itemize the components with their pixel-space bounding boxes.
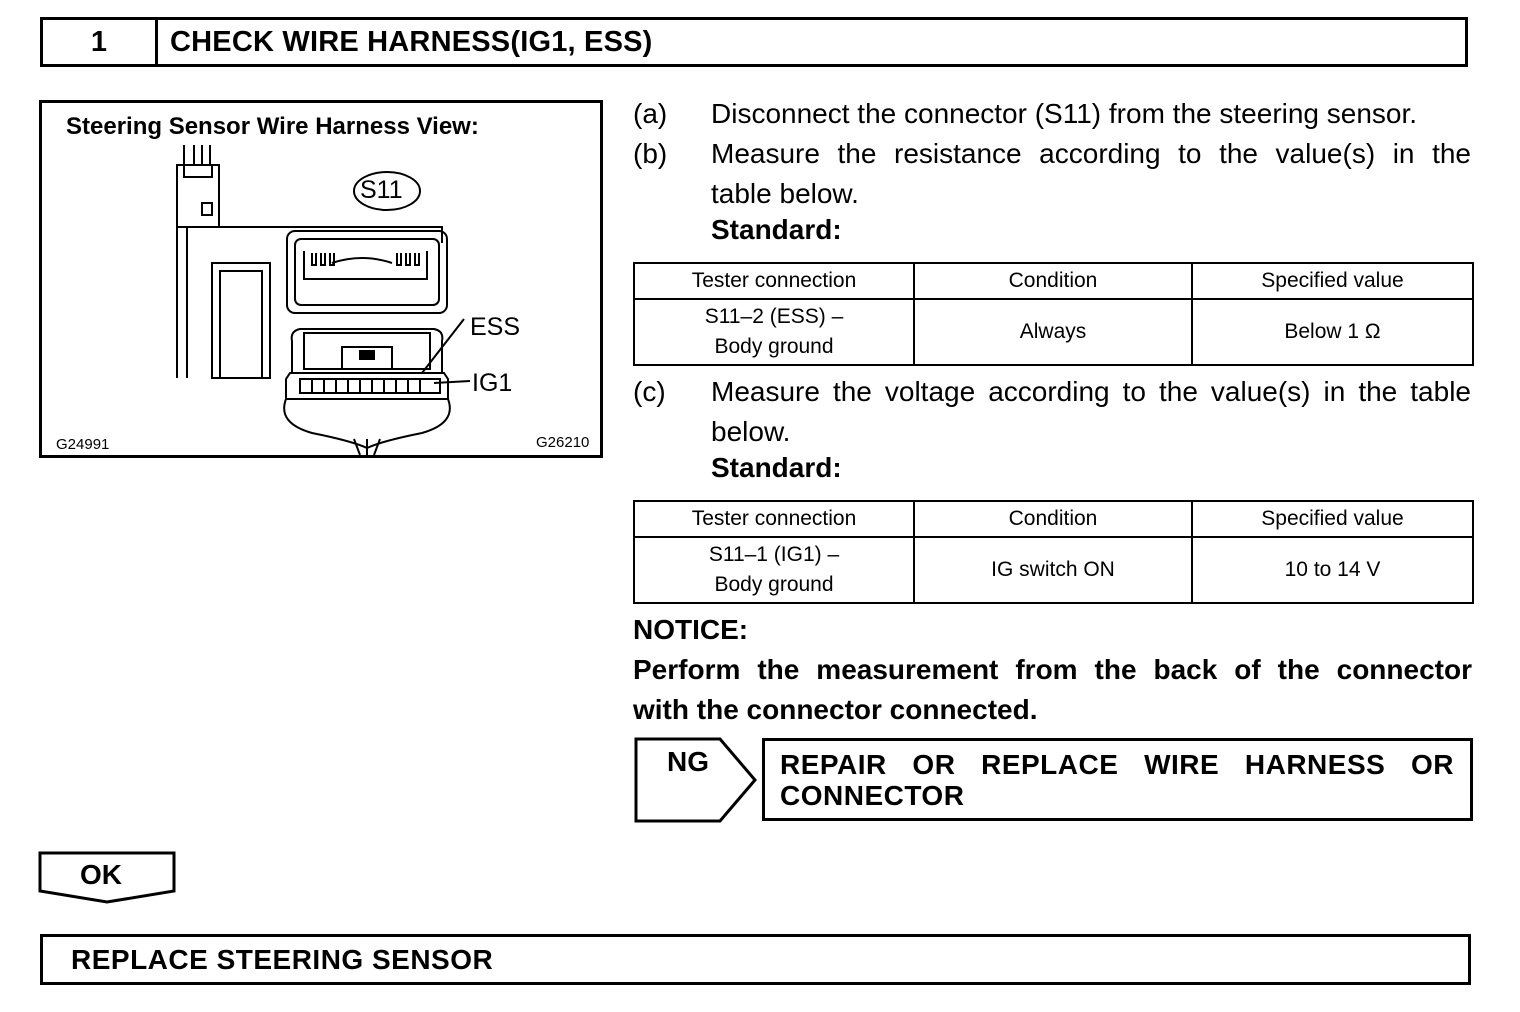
connection-line1: S11–2 (ESS) –: [704, 305, 844, 328]
table-row: [634, 537, 1473, 603]
ok-action-box: REPLACE STEERING SENSOR: [40, 934, 1471, 985]
notice-heading: NOTICE:: [633, 614, 749, 645]
voltage-table: [633, 500, 1474, 604]
step-text: Disconnect the connector (S11) from the steering sensor.: [711, 98, 1418, 129]
resistance-table: [633, 262, 1474, 366]
header-condition: Condition: [914, 501, 1192, 537]
table-header-row: [634, 263, 1473, 299]
notice-line2: with the connector connected.: [633, 694, 1038, 725]
step-text-line1: Measure the resistance according to the value(s) in the: [711, 138, 1471, 169]
wire-harness-figure: [39, 100, 603, 458]
cell-tester-connection: [634, 537, 914, 603]
header-condition: Condition: [914, 263, 1192, 299]
table-row: [634, 299, 1473, 365]
step-letter: (c): [633, 376, 666, 407]
cell-specified-value: Below 1 Ω: [1192, 299, 1473, 365]
connector-diagram: [42, 103, 600, 455]
ok-label: OK: [80, 859, 122, 890]
figure-title: Steering Sensor Wire Harness View:: [66, 113, 479, 140]
step-header: [40, 17, 1468, 67]
cell-specified-value: 10 to 14 V: [1192, 537, 1473, 603]
header-specified-value: Specified value: [1192, 501, 1473, 537]
figure-code-left: G24991: [56, 436, 110, 453]
ng-action-box: REPAIR OR REPLACE WIRE HARNESS OR CONNECTOR: [762, 738, 1473, 821]
connection-line1: S11–1 (IG1) –: [708, 543, 840, 566]
step-text-line1: Measure the voltage according to the value(s) in the table: [711, 376, 1471, 407]
cell-condition: Always: [914, 299, 1192, 365]
step-text-line2: table below.: [711, 178, 859, 209]
standard-label: Standard:: [711, 214, 842, 245]
connector-label: S11: [360, 176, 403, 204]
connection-line2: Body ground: [714, 335, 834, 358]
step-text-line2: below.: [711, 416, 791, 447]
step-letter: (b): [633, 138, 668, 169]
header-specified-value: Specified value: [1192, 263, 1473, 299]
figure-code-right: G26210: [536, 434, 590, 451]
table-header-row: [634, 501, 1473, 537]
step-number: 1: [43, 20, 158, 64]
ng-label: NG: [667, 746, 709, 777]
step-title: CHECK WIRE HARNESS(IG1, ESS): [170, 25, 653, 58]
header-tester-connection: Tester connection: [634, 501, 914, 537]
cell-condition: IG switch ON: [914, 537, 1192, 603]
cell-tester-connection: [634, 299, 914, 365]
standard-label: Standard:: [711, 452, 842, 483]
notice-line1: Perform the measurement from the back of the connector: [633, 654, 1472, 685]
ess-terminal-label: ESS: [470, 313, 521, 341]
header-tester-connection: Tester connection: [634, 263, 914, 299]
ig1-terminal-label: IG1: [472, 369, 513, 397]
step-letter: (a): [633, 98, 668, 129]
connection-line2: Body ground: [714, 573, 834, 596]
